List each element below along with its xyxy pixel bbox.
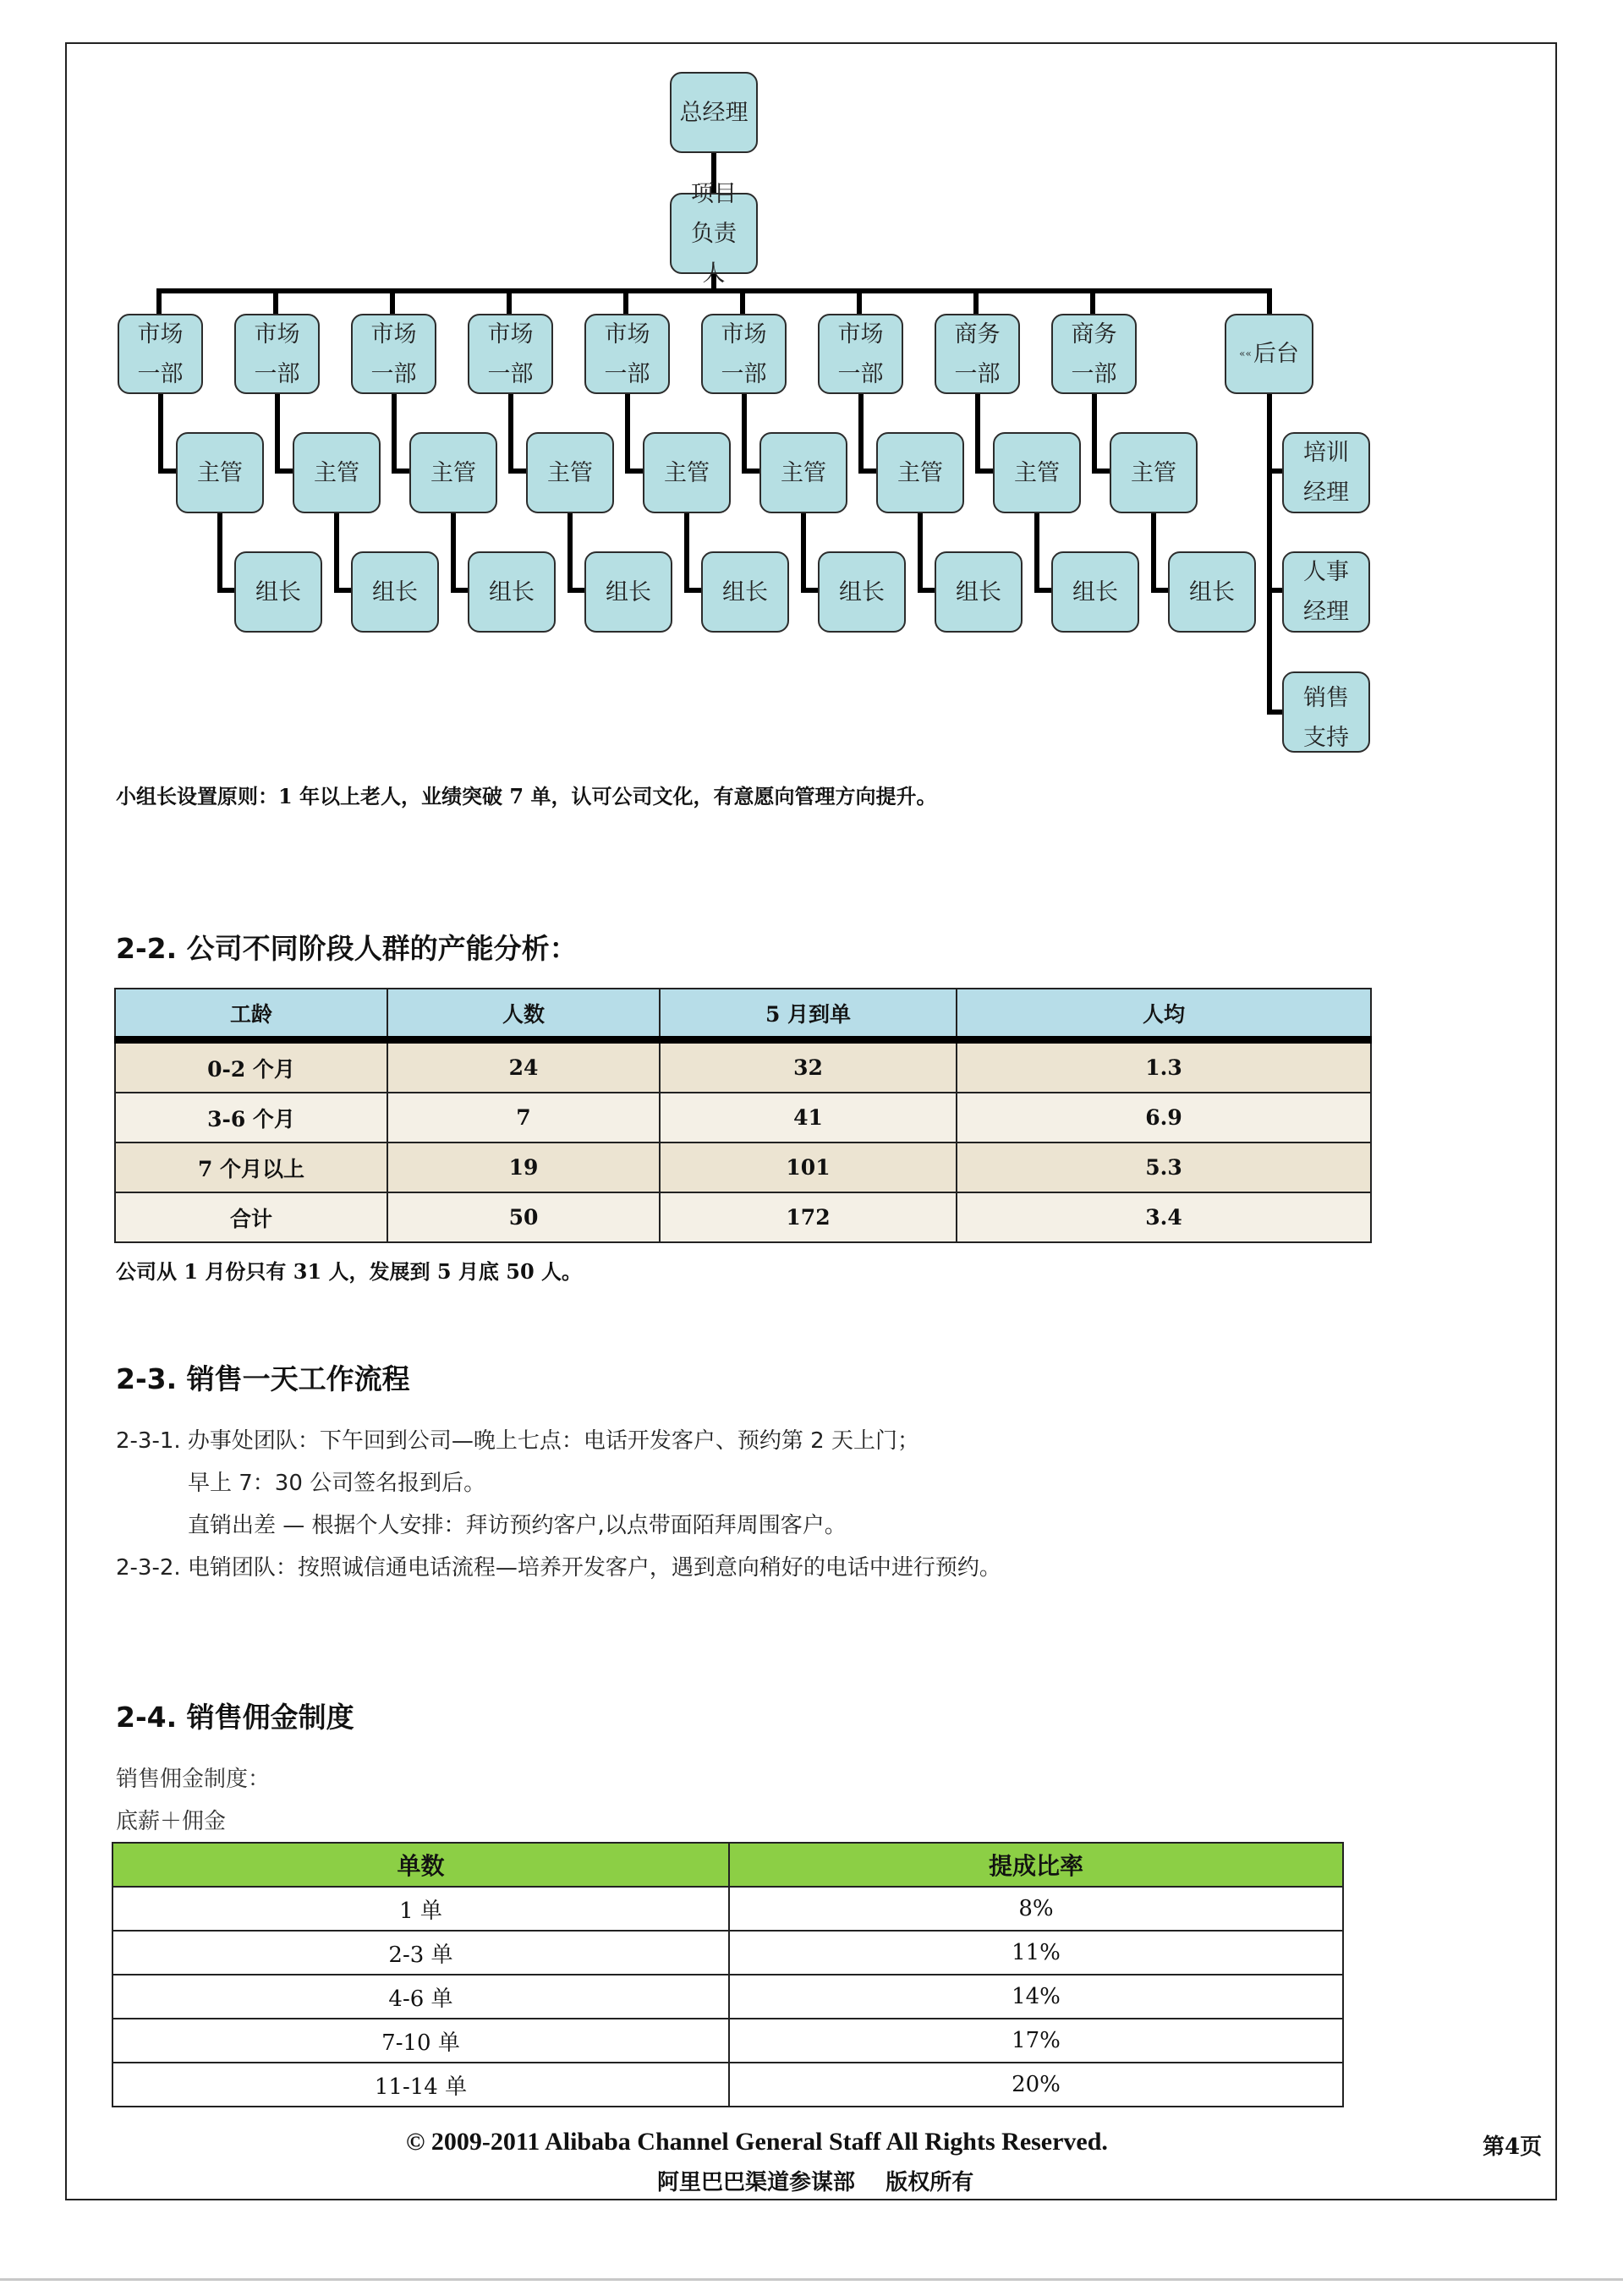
table-cell: 3-6 个月 xyxy=(115,1093,387,1143)
org-node-supervisor xyxy=(643,432,731,513)
table-cell: 41 xyxy=(660,1093,957,1143)
table-header-row xyxy=(115,989,1371,1040)
table-cell: 3.4 xyxy=(957,1192,1371,1242)
column-header: 单数 xyxy=(112,1843,729,1887)
org-node-team-leader xyxy=(234,551,322,633)
table-row xyxy=(115,1192,1371,1242)
column-header: 工龄 xyxy=(115,989,387,1040)
section-2-2-heading: 2-2. 公司不同阶段人群的产能分析： xyxy=(116,932,578,965)
org-node-prefix: «« xyxy=(1239,348,1252,359)
table-cell: 101 xyxy=(660,1143,957,1192)
table-cell: 11-14 单 xyxy=(112,2063,729,2107)
table-header-row xyxy=(112,1843,1343,1887)
org-node-training-manager xyxy=(1282,432,1370,513)
table-row xyxy=(112,1975,1343,2019)
section-2-4-heading: 2-4. 销售佣金制度 xyxy=(116,1701,354,1734)
org-node-label: 组长 xyxy=(372,578,418,606)
table-row xyxy=(115,1143,1371,1192)
table-cell: 24 xyxy=(387,1040,660,1093)
org-node-label: 总经理 xyxy=(679,99,748,126)
org-node-label: 组长 xyxy=(956,578,1001,606)
org-node-business-dept xyxy=(1051,314,1137,394)
workflow-line: 直销出差 — 根据个人安排：拜访预约客户,以点带面陌拜周围客户。 xyxy=(188,1513,847,1538)
column-header: 人数 xyxy=(387,989,660,1040)
column-header: 人均 xyxy=(957,989,1371,1040)
org-node-sales-support xyxy=(1282,671,1370,753)
page-number: 第4页 xyxy=(1483,2134,1543,2160)
org-node-label: 主管 xyxy=(1131,459,1176,486)
org-node-team-leader xyxy=(351,551,439,633)
headcount-note: 公司从 1 月份只有 31 人，发展到 5 月底 50 人。 xyxy=(116,1259,583,1284)
column-header: 提成比率 xyxy=(729,1843,1343,1887)
org-node-supervisor xyxy=(526,432,614,513)
table-cell: 2-3 单 xyxy=(112,1931,729,1975)
commission-table xyxy=(112,1842,1344,2107)
org-node-supervisor xyxy=(876,432,964,513)
table-cell: 32 xyxy=(660,1040,957,1093)
org-node-label: 组长 xyxy=(606,578,651,606)
org-node-department xyxy=(818,314,903,394)
table-row xyxy=(112,1887,1343,1931)
org-node-label: 组长 xyxy=(255,578,301,606)
org-node-department xyxy=(118,314,203,394)
org-node-label: 组长 xyxy=(489,578,535,606)
org-node-supervisor xyxy=(1110,432,1198,513)
org-node-department xyxy=(701,314,787,394)
org-node-label: 主管 xyxy=(664,459,710,486)
table-row xyxy=(115,1093,1371,1143)
org-node-label: 主管 xyxy=(781,459,826,486)
table-cell: 14% xyxy=(729,1975,1343,2019)
org-node-department xyxy=(351,314,436,394)
productivity-table xyxy=(114,988,1372,1243)
org-node-label: 主管 xyxy=(1014,459,1060,486)
table-cell: 1.3 xyxy=(957,1040,1371,1093)
org-node-supervisor xyxy=(759,432,847,513)
org-chart xyxy=(0,0,1623,761)
column-header: 5 月到单 xyxy=(660,989,957,1040)
org-node-label: 后台 xyxy=(1253,341,1299,367)
org-node-project-lead xyxy=(670,180,758,287)
team-leader-note: 小组长设置原则：1 年以上老人，业绩突破 7 单，认可公司文化，有意愿向管理方向提升。 xyxy=(116,784,937,808)
org-node-supervisor xyxy=(993,432,1081,513)
table-cell: 20% xyxy=(729,2063,1343,2107)
org-node-label: 组长 xyxy=(1189,578,1235,606)
footer-copyright: © 2009-2011 Alibaba Channel General Staff All Rights Reserved. xyxy=(406,2128,1108,2156)
table-cell: 7 个月以上 xyxy=(115,1143,387,1192)
org-node-department xyxy=(584,314,670,394)
org-node-business-dept xyxy=(935,314,1020,394)
table-cell: 172 xyxy=(660,1192,957,1242)
table-cell: 1 单 xyxy=(112,1887,729,1931)
commission-intro: 销售佣金制度： xyxy=(116,1767,271,1792)
table-cell: 7 xyxy=(387,1093,660,1143)
org-node-label: 组长 xyxy=(722,578,768,606)
org-node-label: 市场一部 xyxy=(370,321,417,387)
org-node-label: 培训经理 xyxy=(1303,440,1349,506)
org-node-department xyxy=(468,314,553,394)
org-node-label: 项目负责人 xyxy=(691,180,737,287)
org-node-hr-manager xyxy=(1282,551,1370,633)
table-row xyxy=(112,2063,1343,2107)
org-node-label: 市场一部 xyxy=(254,321,300,387)
org-node-team-leader xyxy=(1168,551,1256,633)
org-node-label: 市场一部 xyxy=(137,321,184,387)
org-node-label: 主管 xyxy=(314,459,359,486)
commission-formula: 底薪＋佣金 xyxy=(116,1809,227,1834)
org-node-label: 商务一部 xyxy=(954,321,1001,387)
table-cell: 6.9 xyxy=(957,1093,1371,1143)
org-node-label: 组长 xyxy=(839,578,885,606)
org-node-label: 销售支持 xyxy=(1303,685,1349,751)
page-bottom-rule xyxy=(0,2278,1623,2281)
org-node-label: 人事经理 xyxy=(1303,559,1349,625)
table-row xyxy=(115,1040,1371,1093)
workflow-line: 早上 7：30 公司签名报到后。 xyxy=(188,1471,486,1496)
org-node-supervisor xyxy=(176,432,264,513)
org-node-label: 组长 xyxy=(1072,578,1118,606)
workflow-line: 2-3-2. 电销团队：按照诚信通电话流程—培养开发客户，遇到意向稍好的电话中进行预约。 xyxy=(116,1555,1001,1581)
table-cell: 17% xyxy=(729,2019,1343,2063)
org-node-team-leader xyxy=(584,551,672,633)
org-node-team-leader xyxy=(701,551,789,633)
table-cell: 7-10 单 xyxy=(112,2019,729,2063)
table-cell: 4-6 单 xyxy=(112,1975,729,2019)
org-node-label: 市场一部 xyxy=(837,321,884,387)
org-node-label: 主管 xyxy=(547,459,593,486)
org-node-team-leader xyxy=(818,551,906,633)
org-node-general-manager xyxy=(670,72,758,153)
table-row xyxy=(112,2019,1343,2063)
org-node-supervisor xyxy=(293,432,381,513)
org-node-department xyxy=(234,314,320,394)
table-cell: 0-2 个月 xyxy=(115,1040,387,1093)
workflow-line: 2-3-1. 办事处团队：下午回到公司—晚上七点：电话开发客户、预约第 2 天上门； xyxy=(116,1428,919,1454)
org-node-label: 主管 xyxy=(430,459,476,486)
footer-rights-cn: 阿里巴巴渠道参谋部 版权所有 xyxy=(657,2170,974,2195)
org-node-label: 市场一部 xyxy=(604,321,650,387)
table-cell: 合计 xyxy=(115,1192,387,1242)
table-cell: 11% xyxy=(729,1931,1343,1975)
org-node-backoffice xyxy=(1225,314,1313,394)
org-node-team-leader xyxy=(1051,551,1139,633)
org-node-label: 主管 xyxy=(897,459,943,486)
org-node-team-leader xyxy=(935,551,1023,633)
table-cell: 19 xyxy=(387,1143,660,1192)
org-node-label: 市场一部 xyxy=(721,321,767,387)
section-2-3-heading: 2-3. 销售一天工作流程 xyxy=(116,1362,410,1395)
org-node-supervisor xyxy=(409,432,497,513)
table-cell: 50 xyxy=(387,1192,660,1242)
org-node-label: 市场一部 xyxy=(487,321,534,387)
table-cell: 5.3 xyxy=(957,1143,1371,1192)
org-node-label: 商务一部 xyxy=(1071,321,1117,387)
org-node-label: 主管 xyxy=(197,459,243,486)
table-row xyxy=(112,1931,1343,1975)
table-cell: 8% xyxy=(729,1887,1343,1931)
org-node-team-leader xyxy=(468,551,556,633)
